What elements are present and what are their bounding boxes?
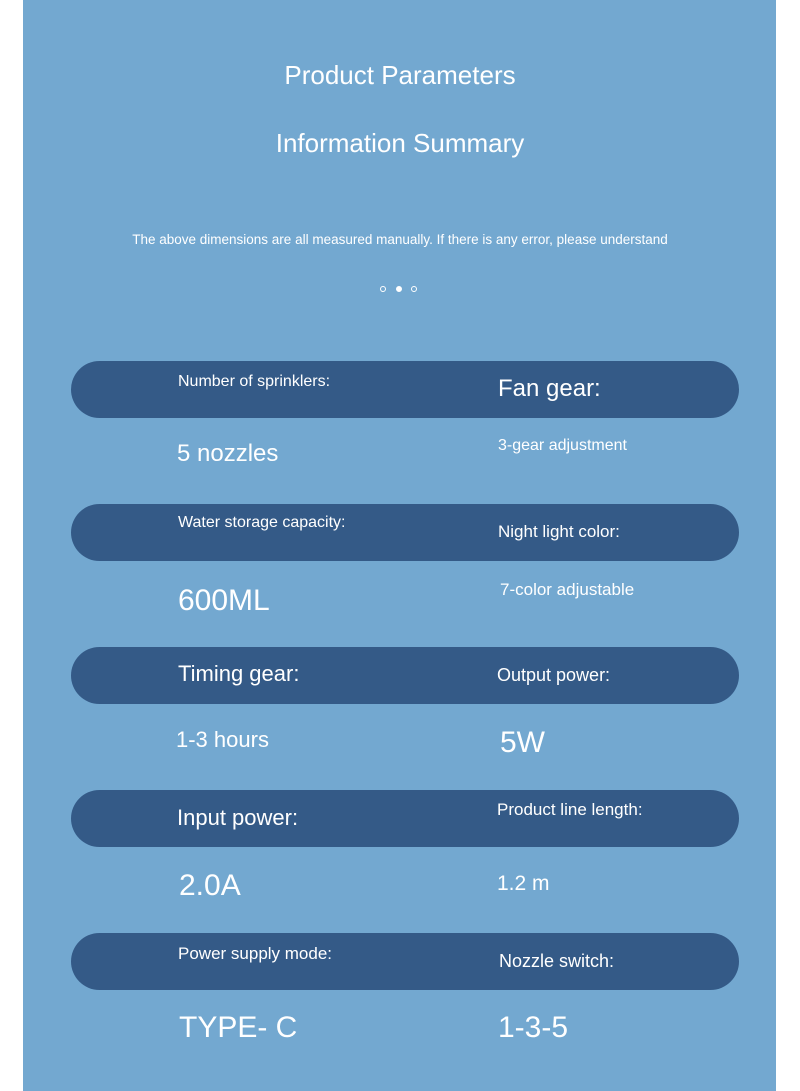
spec-label: Nozzle switch:	[499, 951, 615, 971]
spec-value: 7-color adjustable	[500, 580, 635, 599]
spec-value: 3-gear adjustment	[498, 437, 627, 454]
spec-label: Output power:	[497, 665, 611, 685]
spec-row-header	[71, 504, 739, 561]
spec-label: Water storage capacity:	[178, 514, 346, 531]
spec-label: Fan gear:	[498, 375, 601, 402]
page-subtitle: Information Summary	[275, 128, 525, 158]
spec-label: Product line length:	[497, 800, 643, 819]
spec-value: 1-3-5	[498, 1011, 569, 1044]
spec-label: Night light color:	[498, 522, 620, 541]
spec-value: 5 nozzles	[177, 440, 279, 467]
spec-row-header	[71, 647, 739, 704]
spec-row-header	[71, 361, 739, 418]
spec-label: Number of sprinklers:	[178, 373, 331, 390]
carousel-dot-2[interactable]	[396, 286, 402, 292]
spec-value: 1.2 m	[497, 872, 550, 895]
carousel-indicator	[380, 286, 420, 296]
spec-value: 5W	[500, 726, 545, 759]
carousel-dot-3[interactable]	[411, 286, 417, 292]
spec-value: 2.0A	[179, 869, 241, 902]
spec-label: Power supply mode:	[178, 944, 333, 963]
spec-value: 1-3 hours	[176, 727, 269, 752]
spec-label: Timing gear:	[178, 661, 300, 686]
spec-value: TYPE- C	[179, 1011, 298, 1044]
measurement-note: The above dimensions are all measured manually. If there is any error, please understand	[132, 232, 668, 247]
page-title: Product Parameters	[284, 60, 516, 90]
spec-value: 600ML	[178, 584, 270, 617]
carousel-dot-1[interactable]	[380, 286, 386, 292]
spec-row-header	[71, 933, 739, 990]
spec-label: Input power:	[177, 805, 299, 830]
